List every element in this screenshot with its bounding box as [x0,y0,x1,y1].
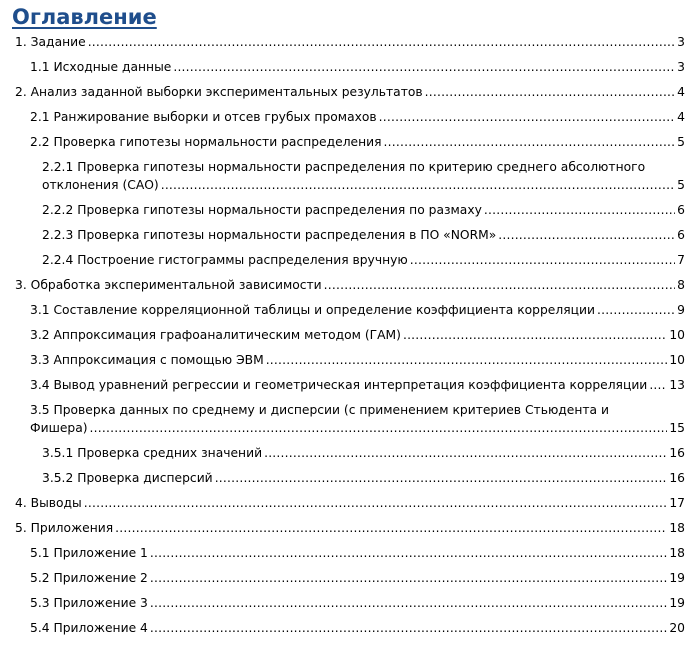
toc-page-number: 16 [669,446,685,460]
toc-entry-text: 5.2 Приложение 2 [30,571,148,585]
dot-leader [410,251,675,269]
toc-page-number: 16 [669,471,685,485]
toc-page-number: 6 [677,228,685,242]
toc-entry-2-2-4[interactable] [42,251,685,269]
toc-entry-text: 3.5 Проверка данных по среднему и дисперсии (с применением критериев Стьюдента и [30,403,609,417]
toc-entry-1[interactable] [15,33,685,51]
toc-entry-text-continued: отклонения (САО) [42,178,159,192]
dot-leader [324,276,676,294]
toc-entry-text: 3.4 Вывод уравнений регрессии и геометрическая интерпретация коэффициента корреляции [30,378,648,392]
toc-entry-3-5[interactable] [30,401,685,437]
toc-entry-3-4[interactable] [30,376,685,394]
toc-entry-3-5-2[interactable] [42,469,685,487]
dot-leader [403,326,667,344]
toc-entry-2-2[interactable] [30,133,685,151]
toc-page-number: 19 [669,596,685,610]
toc-entry-5-3[interactable] [30,594,685,612]
toc-entry-text: 3.2 Аппроксимация графоаналитическим методом (ГАМ) [30,328,401,342]
toc-entry-text: 2.1 Ранжирование выборки и отсев грубых промахов [30,110,377,124]
toc-page-number: 15 [669,421,685,435]
toc-page-number: 10 [669,353,685,367]
toc-entry-text: 1. Задание [15,35,86,49]
toc-entry-text: 2.2.3 Проверка гипотезы нормальности распределения в ПО «NORM» [42,228,497,242]
toc-entry-text: 5.1 Приложение 1 [30,546,148,560]
toc-page-number: 3 [677,35,685,49]
toc-entry-2-1[interactable] [30,108,685,126]
toc-entry-text: 3.5.1 Проверка средних значений [42,446,263,460]
toc-title: Оглавление [12,5,157,29]
toc-entry-text: 2.2.4 Построение гистограммы распределения вручную [42,253,408,267]
toc-entry-5-1[interactable] [30,544,685,562]
dot-leader [84,494,668,512]
toc-entry-3-3[interactable] [30,351,685,369]
toc-page-number: 19 [669,571,685,585]
toc-page-number: 10 [669,328,685,342]
toc-page-number: 18 [669,521,685,535]
toc-entry-5[interactable] [15,519,685,537]
toc-page-number: 20 [669,621,685,635]
dot-leader [498,226,675,244]
toc-entry-text: 5. Приложения [15,521,114,535]
toc-entry-5-4[interactable] [30,619,685,637]
dot-leader [90,419,668,437]
toc-entry-text: 3. Обработка экспериментальной зависимости [15,278,322,292]
toc-page-number: 9 [677,303,685,317]
toc-entry-text: 2.2 Проверка гипотезы нормальности распределения [30,135,382,149]
toc-page-number: 17 [669,496,685,510]
dot-leader [379,108,676,126]
toc-page-number: 5 [677,135,685,149]
dot-leader [597,301,675,319]
toc-entry-2[interactable] [15,83,685,101]
toc-page-number: 5 [677,178,685,192]
toc-entry-1-1[interactable] [30,58,685,76]
dot-leader [425,83,676,101]
toc-entry-4[interactable] [15,494,685,512]
dot-leader [215,469,668,487]
dot-leader [88,33,675,51]
dot-leader [150,594,667,612]
toc-page-number: 13 [669,378,685,392]
dot-leader [264,444,667,462]
toc-entry-5-2[interactable] [30,569,685,587]
toc-page-number: 6 [677,203,685,217]
toc-entry-3-5-1[interactable] [42,444,685,462]
dot-leader [150,619,667,637]
toc-entry-2-2-3[interactable] [42,226,685,244]
dot-leader [150,544,667,562]
toc-entry-text: 3.3 Аппроксимация с помощью ЭВМ [30,353,264,367]
dot-leader [484,201,675,219]
toc-entry-2-2-2[interactable] [42,201,685,219]
dot-leader [266,351,668,369]
toc-entry-text: 5.4 Приложение 4 [30,621,148,635]
toc-entry-3[interactable] [15,276,685,294]
toc-entry-text: 2. Анализ заданной выборки экспериментальных результатов [15,85,423,99]
dot-leader [161,176,675,194]
dot-leader [150,569,667,587]
toc-page-number: 7 [677,253,685,267]
toc-entry-2-2-1[interactable] [42,158,685,194]
toc-entry-text: 3.5.2 Проверка дисперсий [42,471,213,485]
toc-entry-3-2[interactable] [30,326,685,344]
dot-leader [384,133,676,151]
toc-entry-text: 3.1 Составление корреляционной таблицы и определение коэффициента корреляции [30,303,595,317]
toc-page-number: 18 [669,546,685,560]
toc-entry-text: 4. Выводы [15,496,82,510]
dot-leader [115,519,667,537]
toc-entry-3-1[interactable] [30,301,685,319]
toc-entry-text: 1.1 Исходные данные [30,60,172,74]
toc-page-number: 4 [677,110,685,124]
toc-page-number: 4 [677,85,685,99]
toc-entry-text-continued: Фишера) [30,421,88,435]
toc-entry-text: 5.3 Приложение 3 [30,596,148,610]
toc-page-number: 8 [677,278,685,292]
toc-entry-text: 2.2.1 Проверка гипотезы нормальности распределения по критерию среднего абсолютного [42,160,646,174]
dot-leader [649,376,667,394]
toc-page-number: 3 [677,60,685,74]
dot-leader [173,58,675,76]
toc-entry-text: 2.2.2 Проверка гипотезы нормальности распределения по размаху [42,203,482,217]
